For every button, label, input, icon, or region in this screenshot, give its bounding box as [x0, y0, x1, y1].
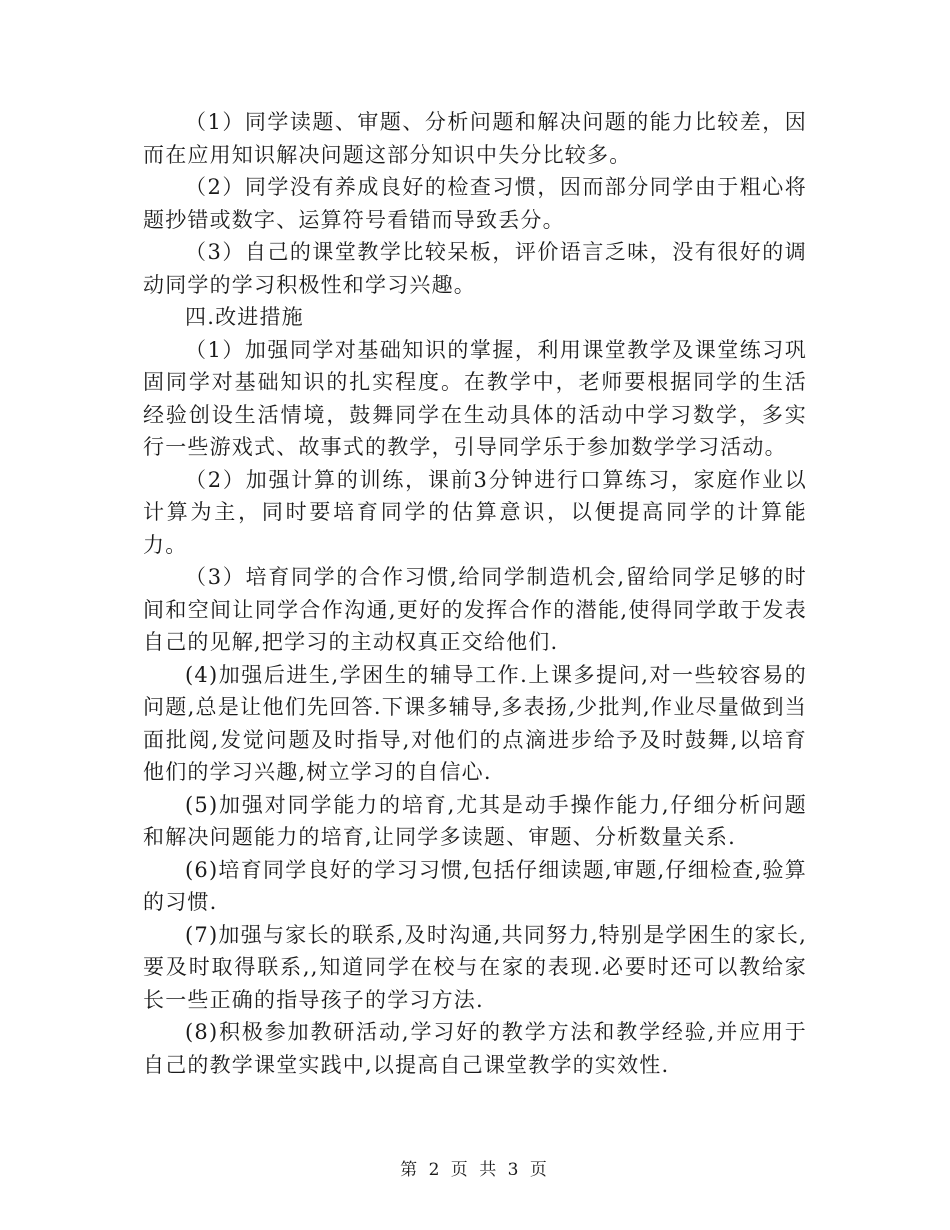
page-number-footer: 第 2 页 共 3 页: [400, 1160, 550, 1180]
section-heading-improvements: 四.改进措施: [185, 305, 304, 329]
paragraph-reason-1: （1）同学读题、审题、分析问题和解决问题的能力比较差，因而在应用知识解决问题这部分知识中失分比较多。: [143, 110, 807, 167]
paragraph-measure-8: (8)积极参加教研活动,学习好的教学方法和教学经验,并应用于自己的教学课堂实践中,以提高自己课堂教学的实效性.: [143, 1020, 807, 1077]
paragraph-measure-1: （1）加强同学对基础知识的掌握，利用课堂教学及课堂练习巩固同学对基础知识的扎实程度。在教学中，老师要根据同学的生活经验创设生活情境，鼓舞同学在生动具体的活动中学习数学，多实行一些游戏式、故事式的教学，引导同学乐于参加数学学习活动。: [143, 337, 807, 459]
paragraph-measure-6: (6)培育同学良好的学习习惯,包括仔细读题,审题,仔细检查,验算的习惯.: [143, 857, 807, 914]
document-body: [143, 106, 807, 1081]
paragraph-measure-4: (4)加强后进生,学困生的辅导工作.上课多提问,对一些较容易的问题,总是让他们先回答.下课多辅导,多表扬,少批判,作业尽量做到当面批阅,发觉问题及时指导,对他们的点滴进步给予及时鼓舞,以培育他们的学习兴趣,树立学习的自信心.: [143, 662, 807, 784]
paragraph-reason-3: （3）自己的课堂教学比较呆板，评价语言乏味，没有很好的调动同学的学习积极性和学习兴趣。: [143, 240, 807, 297]
paragraph-measure-2: （2）加强计算的训练，课前3分钟进行口算练习，家庭作业以计算为主，同时要培育同学的估算意识，以便提高同学的计算能力。: [143, 467, 807, 557]
paragraph-reason-2: （2）同学没有养成良好的检查习惯，因而部分同学由于粗心将题抄错或数字、运算符号看错而导致丢分。: [143, 175, 807, 232]
paragraph-measure-3: （3）培育同学的合作习惯,给同学制造机会,留给同学足够的时间和空间让同学合作沟通,更好的发挥合作的潜能,使得同学敢于发表自己的见解,把学习的主动权真正交给他们.: [143, 565, 807, 654]
paragraph-measure-7: (7)加强与家长的联系,及时沟通,共同努力,特别是学困生的家长,要及时取得联系,,知道同学在校与在家的表现.必要时还可以教给家长一些正确的指导孩子的学习方法.: [143, 922, 807, 1012]
paragraph-measure-5: (5)加强对同学能力的培育,尤其是动手操作能力,仔细分析问题和解决问题能力的培育,让同学多读题、审题、分析数量关系.: [143, 792, 807, 849]
